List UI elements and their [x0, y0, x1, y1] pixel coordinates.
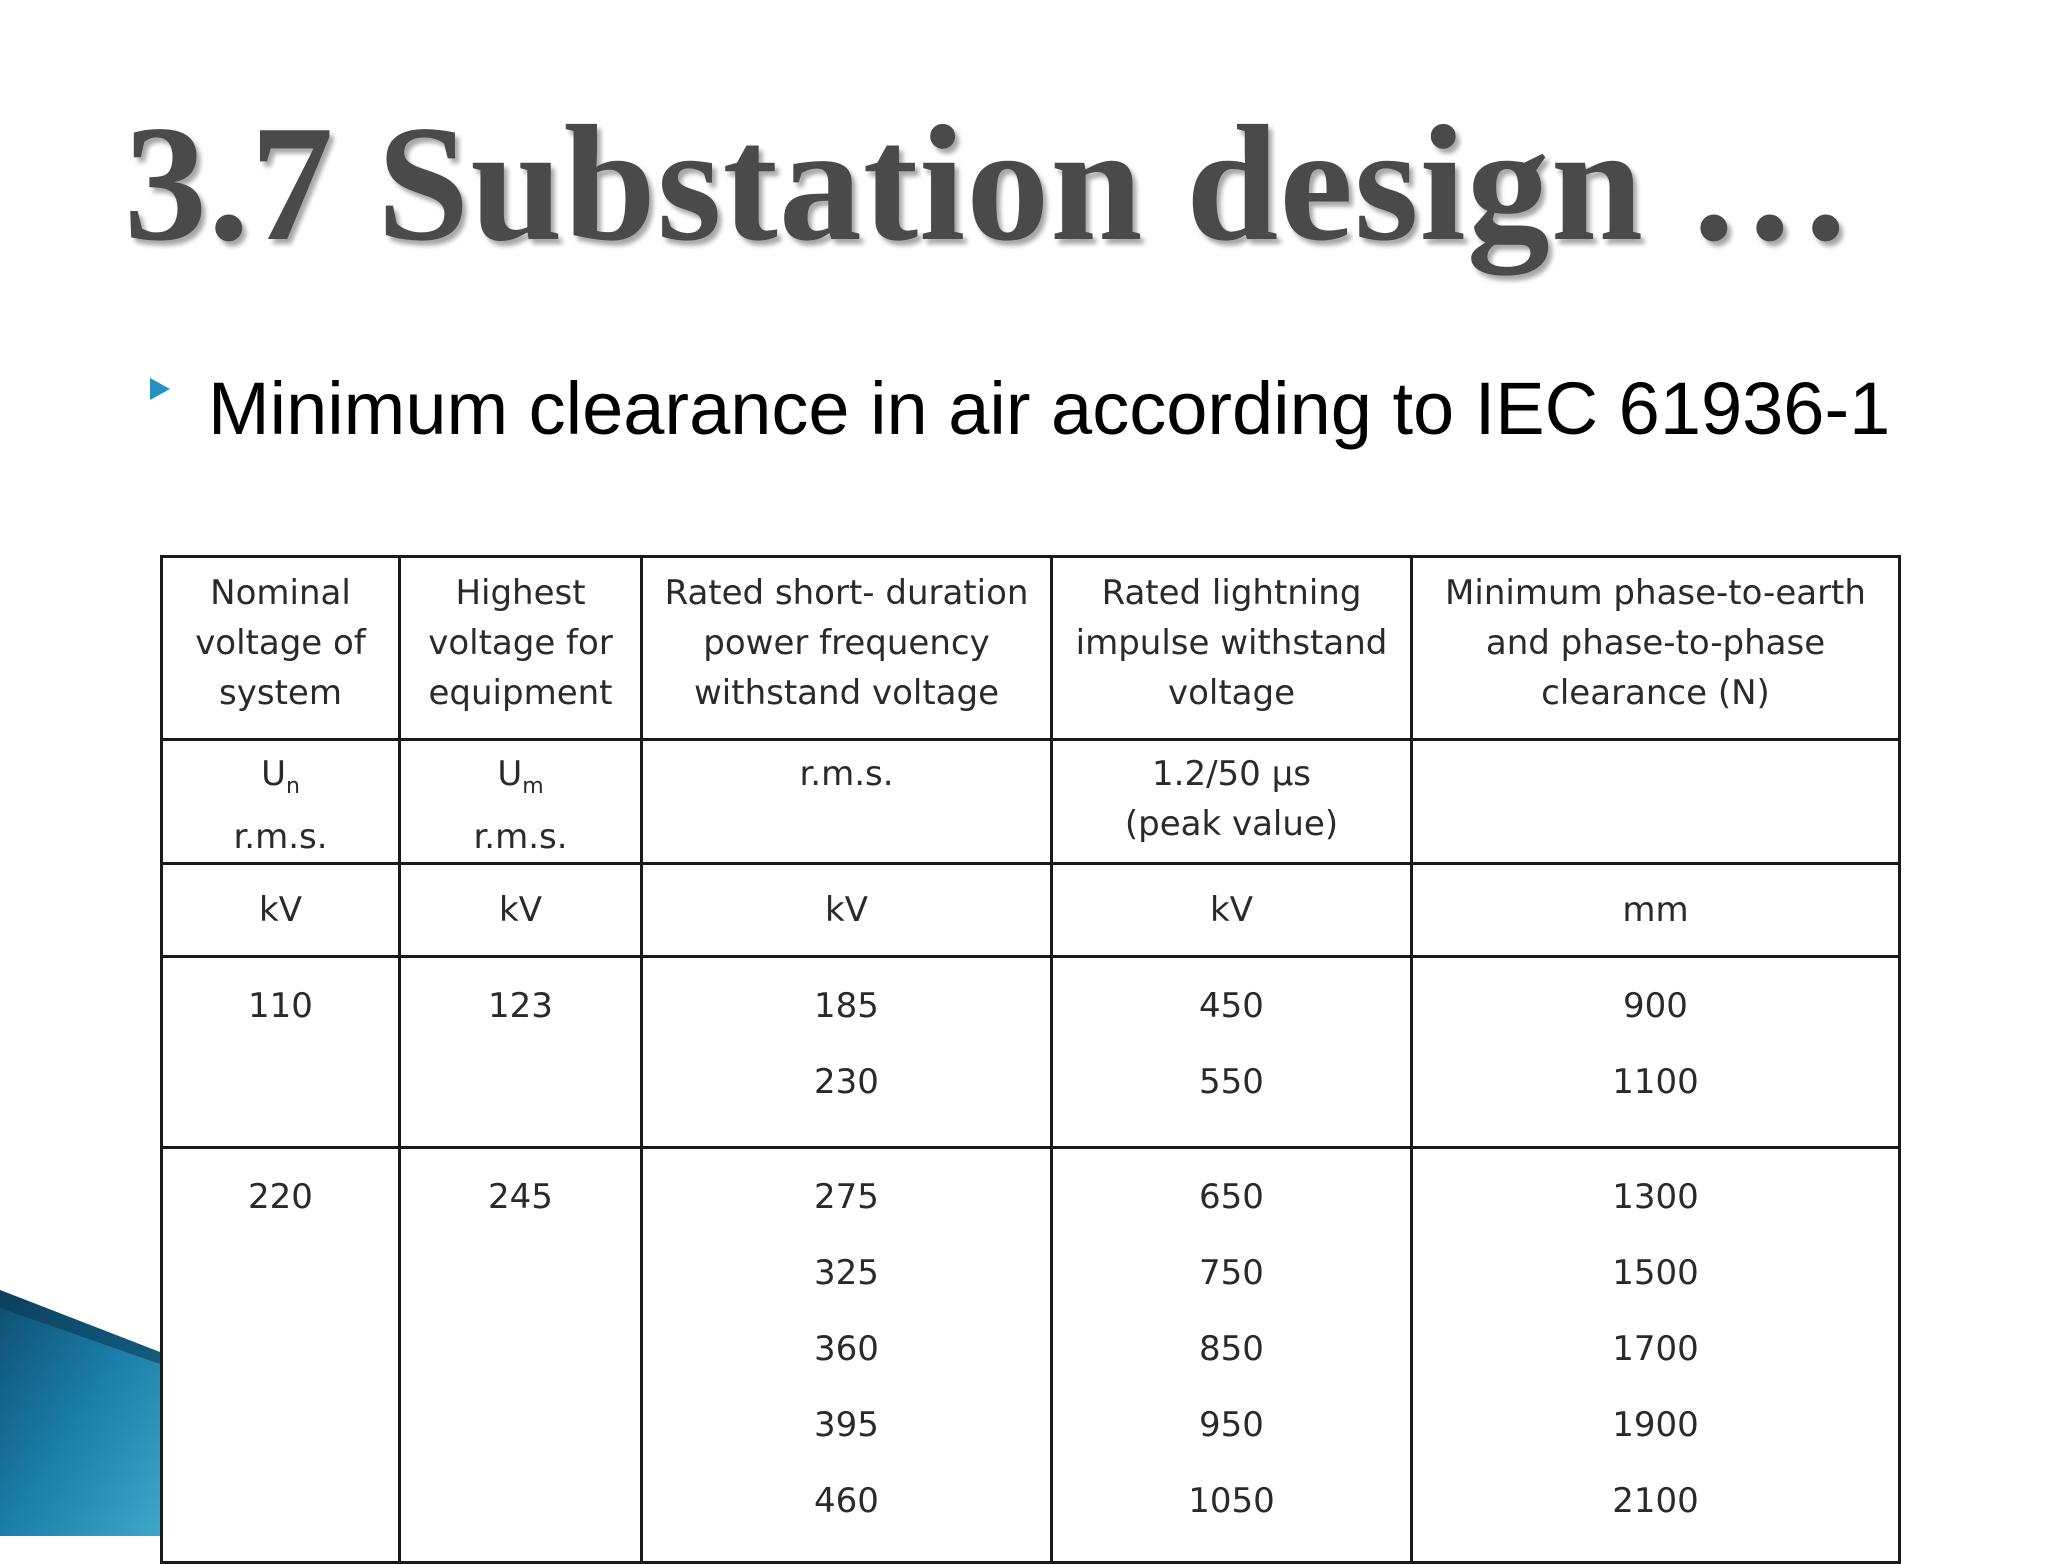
symbol-cell: 1.2/50 µs (peak value) — [1052, 740, 1412, 864]
symbol-rms: r.m.s. — [233, 816, 328, 857]
cell-value: 450 — [1199, 985, 1264, 1026]
clearance-cell — [1412, 1147, 1900, 1562]
clearance-cell — [1412, 956, 1900, 1147]
highest-voltage-cell — [400, 1147, 642, 1562]
unit-cell: kV — [642, 863, 1052, 956]
unit-cell: mm — [1412, 863, 1900, 956]
corner-decoration — [0, 1290, 160, 1536]
column-header: Minimum phase-to-earth and phase-to-phase clearance (N) — [1412, 557, 1900, 740]
cell-value: 123 — [488, 985, 553, 1026]
table-unit-row — [162, 863, 1900, 956]
symbol-cell — [1412, 740, 1900, 864]
cell-value: 1100 — [1612, 1061, 1699, 1102]
unit-cell: kV — [162, 863, 400, 956]
cell-value: 1300 — [1612, 1176, 1699, 1217]
nominal-voltage-cell — [162, 956, 400, 1147]
cell-value: 650 — [1199, 1176, 1264, 1217]
symbol-cell — [400, 740, 642, 864]
cell-value: 1500 — [1612, 1252, 1699, 1293]
symbol-main: U — [497, 754, 523, 794]
cell-value: 1050 — [1188, 1480, 1275, 1521]
cell-value: 1700 — [1612, 1328, 1699, 1369]
highest-voltage-cell — [400, 956, 642, 1147]
cell-value: 2100 — [1612, 1480, 1699, 1521]
symbol-cell — [162, 740, 400, 864]
cell-value: 900 — [1623, 985, 1688, 1026]
column-header: Rated short- duration power frequency withstand voltage — [642, 557, 1052, 740]
cell-value: 950 — [1199, 1404, 1264, 1445]
column-header: Nominal voltage of system — [162, 557, 400, 740]
cell-value: 550 — [1199, 1061, 1264, 1102]
cell-value: 750 — [1199, 1252, 1264, 1293]
table-row — [162, 956, 1900, 1147]
table-row — [162, 1147, 1900, 1562]
nominal-voltage-cell — [162, 1147, 400, 1562]
cell-value: 275 — [814, 1176, 879, 1217]
unit-cell: kV — [400, 863, 642, 956]
symbol-cell: r.m.s. — [642, 740, 1052, 864]
cell-value: 460 — [814, 1480, 879, 1521]
unit-cell: kV — [1052, 863, 1412, 956]
table-header-row — [162, 557, 1900, 740]
cell-value: 1900 — [1612, 1404, 1699, 1445]
symbol-subscript: n — [285, 773, 300, 799]
short-duration-cell — [642, 956, 1052, 1147]
clearance-table-container — [160, 555, 1908, 1521]
symbol-rms: r.m.s. — [473, 816, 568, 857]
symbol-subscript: m — [522, 773, 544, 799]
cell-value: 185 — [814, 985, 879, 1026]
table-symbol-row — [162, 740, 1900, 864]
clearance-table — [160, 555, 1901, 1564]
cell-value: 245 — [488, 1176, 553, 1217]
cell-value: 360 — [814, 1328, 879, 1369]
cell-value: 325 — [814, 1252, 879, 1293]
lightning-impulse-cell — [1052, 1147, 1412, 1562]
column-header: Rated lightning impulse withstand voltage — [1052, 557, 1412, 740]
column-header: Highest voltage for equipment — [400, 557, 642, 740]
short-duration-cell — [642, 1147, 1052, 1562]
slide-title: 3.7 Substation design … — [124, 91, 1854, 275]
cell-value: 220 — [248, 1176, 313, 1217]
bullet-arrow-icon — [150, 378, 170, 400]
cell-value: 230 — [814, 1061, 879, 1102]
cell-value: 110 — [248, 985, 313, 1026]
lightning-impulse-cell — [1052, 956, 1412, 1147]
cell-value: 850 — [1199, 1328, 1264, 1369]
bullet-text: Minimum clearance in air according to IEC 61936-1 — [208, 367, 1891, 450]
cell-value: 395 — [814, 1404, 879, 1445]
symbol-main: U — [261, 754, 286, 794]
